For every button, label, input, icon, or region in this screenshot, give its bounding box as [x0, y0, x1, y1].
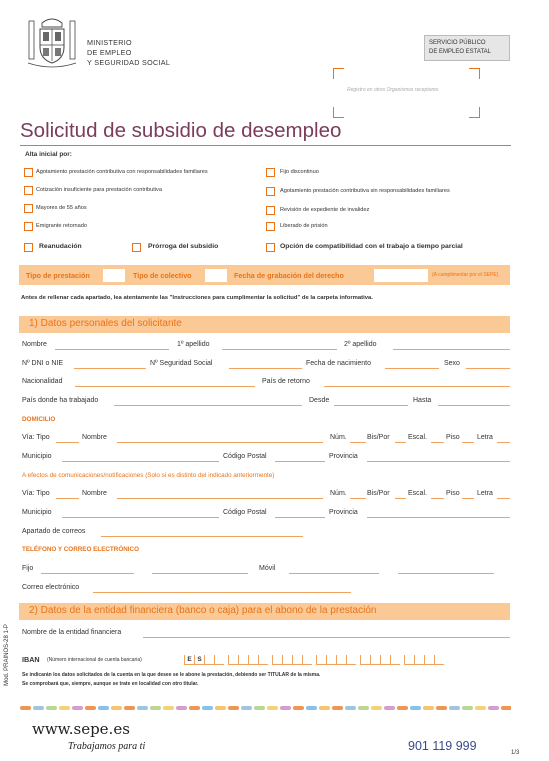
stripe-segment [475, 706, 486, 710]
stripe-segment [306, 706, 317, 710]
stripe-segment [215, 706, 226, 710]
desde-field[interactable] [334, 405, 408, 406]
section-2-header [19, 603, 510, 620]
alta-checkbox-5[interactable] [266, 168, 275, 177]
stripe-segment [462, 706, 473, 710]
iban-cell[interactable] [292, 655, 302, 665]
alta-checkbox-8[interactable] [266, 222, 275, 231]
reanudacion-checkbox[interactable] [24, 243, 33, 252]
via-nombre-field-2[interactable] [117, 498, 323, 499]
ministry-line-1: MINISTERIO [87, 38, 132, 47]
stripe-segment [202, 706, 213, 710]
stripe-segment [410, 706, 421, 710]
instructions-text: Antes de rellenar cada apartado, lea atentamente las "Instrucciones para cumplimentar la solicitud" de la carpeta informativa. [21, 295, 373, 301]
nombre-field[interactable] [55, 349, 169, 350]
letra-label-2: Letra [477, 490, 493, 497]
escal-field[interactable] [431, 442, 444, 443]
iban-cell[interactable] [360, 655, 370, 665]
stripe-segment [98, 706, 109, 710]
ministry-shield-icon [26, 15, 78, 71]
via-nombre-label-2: Nombre [82, 490, 107, 497]
seg-social-label: Nº Seguridad Social [150, 360, 213, 367]
sepe-use-band [19, 265, 510, 285]
movil-field-2[interactable] [398, 573, 494, 574]
stripe-segment [449, 706, 460, 710]
service-line-1: SERVICIO PÚBLICO [429, 40, 486, 46]
stripe-segment [280, 706, 291, 710]
stripe-segment [176, 706, 187, 710]
ministry-name [87, 38, 170, 68]
stripe-segment [293, 706, 304, 710]
stripe-segment [267, 706, 278, 710]
iban-field[interactable] [184, 655, 510, 665]
escal-label: Escal. [408, 434, 428, 441]
section-1-title: 1) Datos personales del solicitante [29, 318, 182, 329]
iban-cell[interactable] [204, 655, 214, 665]
stripe-segment [124, 706, 135, 710]
cp-label-2: Código Postal [223, 509, 267, 516]
via-tipo-field[interactable] [56, 442, 79, 443]
stripe-segment [501, 706, 511, 710]
domicilio-heading: DOMICILIO [22, 416, 56, 423]
prorroga-label: Prórroga del subsidio [148, 243, 219, 250]
sexo-label: Sexo [444, 360, 460, 367]
provincia-field[interactable] [367, 461, 510, 462]
num-field-2[interactable] [350, 498, 366, 499]
pais-trabajado-field[interactable] [114, 405, 302, 406]
stripe-segment [59, 706, 70, 710]
stripe-segment [150, 706, 161, 710]
sepe-service-box [424, 35, 510, 61]
nacionalidad-label: Nacionalidad [22, 378, 63, 385]
iban-note-2: Se comprobará que, siempre, aunque se trate en localidad con otro titular. [22, 681, 199, 687]
alta-option-2: Cotización insuficiente para prestación contributiva [36, 187, 162, 193]
sepe-slogan: Trabajamos para ti [68, 741, 146, 752]
entidad-label: Nombre de la entidad financiera [22, 629, 122, 636]
nacionalidad-field[interactable] [75, 386, 255, 387]
fecha-grabacion-label: Fecha de grabación del derecho [234, 271, 344, 280]
municipio-label: Municipio [22, 453, 52, 460]
apellido1-label: 1º apellido [177, 341, 210, 348]
registry-stamp-box [333, 68, 480, 118]
title-divider [20, 145, 511, 146]
compatibilidad-label: Opción de compatibilidad con el trabajo a tiempo parcial [280, 243, 463, 250]
via-tipo-label-2: Vía: Tipo [22, 490, 50, 497]
alta-option-1: Agotamiento prestación contributiva con responsabilidades familiares [36, 169, 208, 175]
iban-cell[interactable] [302, 655, 312, 665]
stripe-segment [384, 706, 395, 710]
provincia-label-2: Provincia [329, 509, 358, 516]
iban-label: IBAN [22, 655, 40, 664]
service-line-2: DE EMPLEO ESTATAL [429, 49, 492, 55]
pais-trabajado-label: País donde ha trabajado [22, 397, 99, 404]
model-code: Mod. PRAINOS-28 1-P [3, 624, 10, 686]
alta-option-7: Revisión de expediente de invalidez [280, 207, 370, 213]
sepe-web[interactable]: www.sepe.es [32, 720, 130, 738]
tipo-colectivo-label: Tipo de colectivo [133, 271, 192, 280]
apellido2-field[interactable] [393, 349, 510, 350]
section-1-header [19, 316, 510, 333]
apellido2-label: 2º apellido [344, 341, 377, 348]
stripe-segment [319, 706, 330, 710]
alta-option-8: Liberado de prisión [280, 223, 328, 229]
seg-social-field[interactable] [229, 368, 302, 369]
alta-option-5: Fijo discontinuo [280, 169, 319, 175]
via-nombre-label: Nombre [82, 434, 107, 441]
cp-field-2[interactable] [275, 517, 325, 518]
iban-cell[interactable] [346, 655, 356, 665]
ministry-line-3: Y SEGURIDAD SOCIAL [87, 58, 171, 67]
apartado-label: Apartado de correos [22, 528, 86, 535]
compatibilidad-checkbox[interactable] [266, 243, 275, 252]
sepe-note: (A cumplimentar por el SEPE) [432, 272, 499, 278]
ministry-line-2: DE EMPLEO [87, 48, 132, 57]
email-label: Correo electrónico [22, 584, 80, 591]
stripe-segment [72, 706, 83, 710]
stripe-segment [111, 706, 122, 710]
sepe-phone: 901 119 999 [408, 739, 477, 753]
alta-checkbox-3[interactable] [24, 204, 33, 213]
section-2-title: 2) Datos de la entidad financiera (banco o caja) para el abono de la prestación [29, 605, 377, 616]
tipo-prestacion-label: Tipo de prestación [26, 271, 90, 280]
municipio-field[interactable] [62, 461, 219, 462]
apartado-field[interactable] [101, 536, 303, 537]
bis-label-2: Bis/Por [367, 490, 390, 497]
iban-note-1: Se indicarán los datos solicitados de la cuenta en la que desee se le abone la prestación, debiendo ser TITULAR de la misma. [22, 672, 321, 678]
page-title: Solicitud de subsidio de desempleo [20, 119, 342, 142]
pais-retorno-field[interactable] [324, 386, 510, 387]
piso-field-2[interactable] [462, 498, 474, 499]
comunicaciones-heading: A efectos de comunicaciones/notificaciones (Solo si es distinto del indicado anteriormente) [22, 472, 275, 479]
municipio-field-2[interactable] [62, 517, 219, 518]
iban-cell[interactable] [258, 655, 268, 665]
stripe-segment [423, 706, 434, 710]
fijo-label: Fijo [22, 565, 34, 572]
piso-field[interactable] [462, 442, 474, 443]
iban-cell[interactable] [424, 655, 434, 665]
fecha-grabacion-field[interactable] [374, 269, 428, 282]
prorroga-checkbox[interactable] [132, 243, 141, 252]
iban-cell[interactable] [434, 655, 444, 665]
stripe-segment [163, 706, 174, 710]
hasta-label: Hasta [413, 397, 432, 404]
iban-desc: (Número internacional de cuenta bancaria) [47, 657, 142, 663]
iban-cell[interactable]: S [194, 655, 204, 665]
cp-field[interactable] [275, 461, 325, 462]
hasta-field[interactable] [438, 405, 510, 406]
iban-cell[interactable] [248, 655, 258, 665]
bis-field[interactable] [395, 442, 406, 443]
iban-cell[interactable] [282, 655, 292, 665]
provincia-label: Provincia [329, 453, 358, 460]
apellido1-field[interactable] [222, 349, 337, 350]
pais-retorno-label: País de retorno [262, 378, 310, 385]
stripe-segment [358, 706, 369, 710]
via-tipo-field-2[interactable] [56, 498, 79, 499]
iban-cell[interactable] [228, 655, 238, 665]
dni-label: Nº DNI o NIE [22, 360, 64, 367]
piso-label: Piso [446, 434, 460, 441]
stripe-segment [397, 706, 408, 710]
stripe-segment [345, 706, 356, 710]
desde-label: Desde [309, 397, 330, 404]
iban-cell[interactable] [326, 655, 336, 665]
num-label-2: Núm. [330, 490, 347, 497]
stripe-segment [20, 706, 31, 710]
fijo-field-2[interactable] [152, 573, 248, 574]
iban-cell[interactable]: E [184, 655, 194, 665]
alta-option-6: Agotamiento prestación contributiva sin responsabilidades familiares [280, 188, 450, 194]
escal-field-2[interactable] [431, 498, 444, 499]
num-field[interactable] [350, 442, 366, 443]
stripe-segment [254, 706, 265, 710]
stripe-segment [228, 706, 239, 710]
piso-label-2: Piso [446, 490, 460, 497]
tipo-colectivo-field[interactable] [205, 269, 227, 282]
iban-cell[interactable] [272, 655, 282, 665]
via-nombre-field[interactable] [117, 442, 323, 443]
alta-checkbox-1[interactable] [24, 168, 33, 177]
alta-option-3: Mayores de 55 años [36, 205, 87, 211]
alta-checkbox-6[interactable] [266, 187, 275, 196]
letra-field[interactable] [497, 442, 510, 443]
page-number: 1/3 [511, 750, 520, 756]
iban-cell[interactable] [414, 655, 424, 665]
stripe-segment [488, 706, 499, 710]
stripe-segment [436, 706, 447, 710]
iban-cell[interactable] [380, 655, 390, 665]
letra-label: Letra [477, 434, 493, 441]
stripe-segment [46, 706, 57, 710]
escal-label-2: Escal. [408, 490, 428, 497]
iban-cell[interactable] [336, 655, 346, 665]
nombre-label: Nombre [22, 341, 47, 348]
fijo-field-1[interactable] [41, 573, 134, 574]
dni-field[interactable] [74, 368, 146, 369]
num-label: Núm. [330, 434, 347, 441]
iban-cell[interactable] [238, 655, 248, 665]
iban-cell[interactable] [404, 655, 414, 665]
cp-label: Código Postal [223, 453, 267, 460]
movil-label: Móvil [259, 565, 276, 572]
alta-checkbox-4[interactable] [24, 222, 33, 231]
registry-stamp-label: Registro en otros Organismos receptores [347, 87, 439, 93]
alta-checkbox-2[interactable] [24, 186, 33, 195]
iban-cell[interactable] [370, 655, 380, 665]
alta-checkbox-7[interactable] [266, 206, 275, 215]
telefono-heading: TELÉFONO Y CORREO ELECTRÓNICO [22, 546, 139, 553]
stripe-segment [33, 706, 44, 710]
municipio-label-2: Municipio [22, 509, 52, 516]
iban-cell[interactable] [316, 655, 326, 665]
bis-label: Bis/Por [367, 434, 390, 441]
fecha-nac-field[interactable] [385, 368, 439, 369]
movil-field-1[interactable] [289, 573, 379, 574]
sexo-field[interactable] [466, 368, 510, 369]
alta-label: Alta inicial por: [25, 151, 72, 158]
iban-cell[interactable] [214, 655, 224, 665]
letra-field-2[interactable] [497, 498, 510, 499]
stripe-segment [85, 706, 96, 710]
stripe-segment [189, 706, 200, 710]
alta-option-4: Emigrante retornado [36, 223, 87, 229]
decorative-color-stripe [20, 706, 511, 710]
stripe-segment [241, 706, 252, 710]
fecha-nac-label: Fecha de nacimiento [306, 360, 371, 367]
via-tipo-label: Vía: Tipo [22, 434, 50, 441]
iban-cell[interactable] [390, 655, 400, 665]
stripe-segment [137, 706, 148, 710]
stripe-segment [332, 706, 343, 710]
email-field[interactable] [93, 592, 351, 593]
stripe-segment [371, 706, 382, 710]
reanudacion-label: Reanudación [39, 243, 82, 250]
bis-field-2[interactable] [395, 498, 406, 499]
tipo-prestacion-field[interactable] [103, 269, 125, 282]
provincia-field-2[interactable] [367, 517, 510, 518]
entidad-field[interactable] [143, 637, 510, 638]
